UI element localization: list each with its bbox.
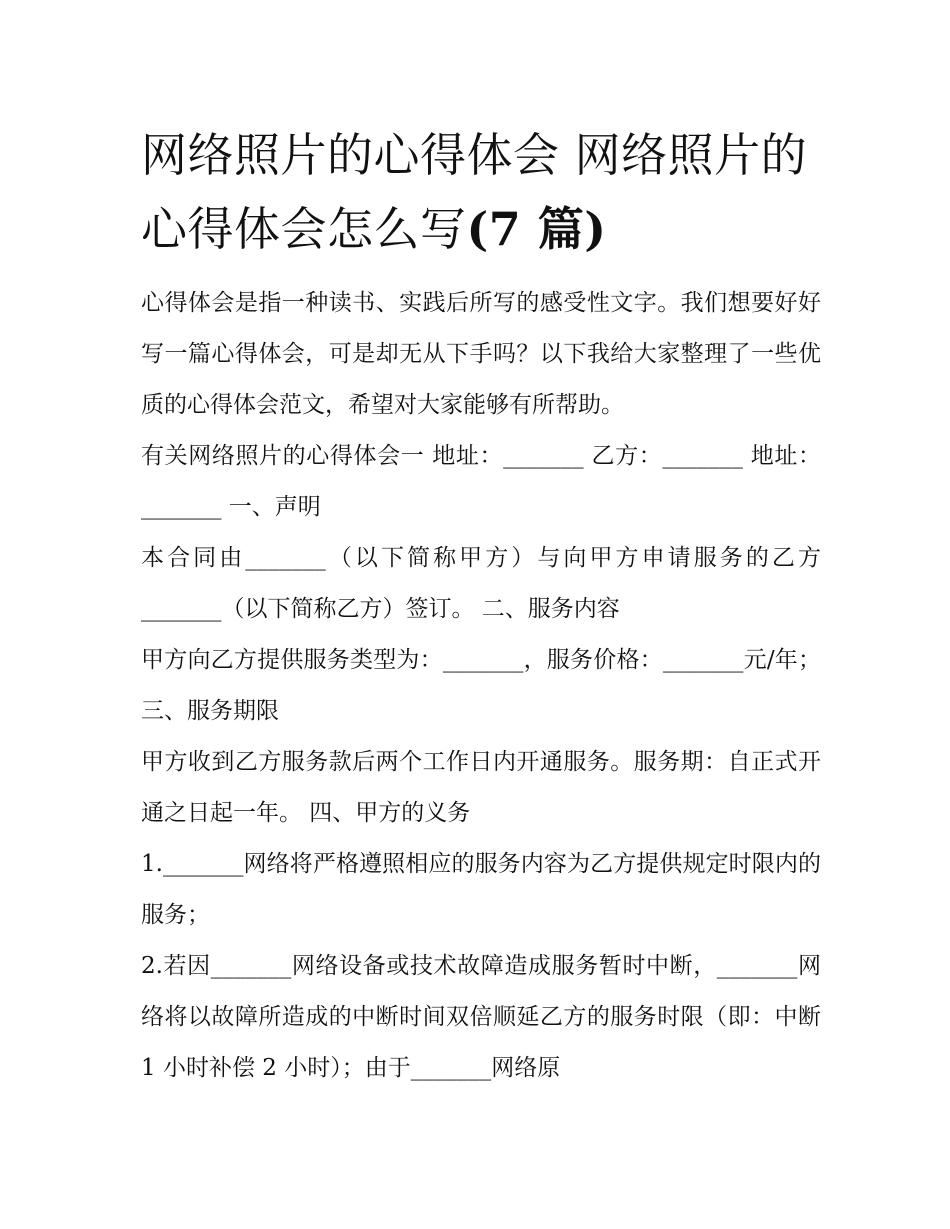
document-page (141, 118, 821, 1094)
service-content-paragraph: 甲方向乙方提供服务类型为：_______，服务价格：_______元/年； 三、服务期限 (141, 647, 821, 724)
service-term-paragraph: 甲方收到乙方服务款后两个工作日内开通服务。服务期：自正式开通之日起一年。 四、甲方的义务 (141, 749, 821, 826)
title-main: 网络照片的心得体会 网络照片的心得体会怎么写 (141, 128, 808, 256)
obligation-item-2: 2.若因_______网络设备或技术故障造成服务暂时中断，_______网络将以故障所造成的中断时间双倍顺延乙方的服务时限（即：中断 1 小时补偿 2 小时）；由于_______网络原 (141, 953, 821, 1081)
intro-paragraph: 心得体会是指一种读书、实践后所写的感受性文字。我们想要好好写一篇心得体会，可是却无从下手吗？以下我给大家整理了一些优质的心得体会范文，希望对大家能够有所帮助。 (141, 290, 821, 418)
party-address-paragraph: 有关网络照片的心得体会一 地址：_______ 乙方：_______ 地址：_______ 一、声明 (141, 443, 821, 520)
obligation-item-1: 1._______网络将严格遵照相应的服务内容为乙方提供规定时限内的服务； (141, 851, 821, 928)
title-count: (7 篇) (466, 202, 607, 256)
contract-parties-paragraph: 本合同由_______（以下简称甲方）与向甲方申请服务的乙方_______（以下简称乙方）签订。 二、服务内容 (141, 545, 821, 622)
document-title (141, 118, 821, 266)
document-body (141, 278, 821, 1094)
